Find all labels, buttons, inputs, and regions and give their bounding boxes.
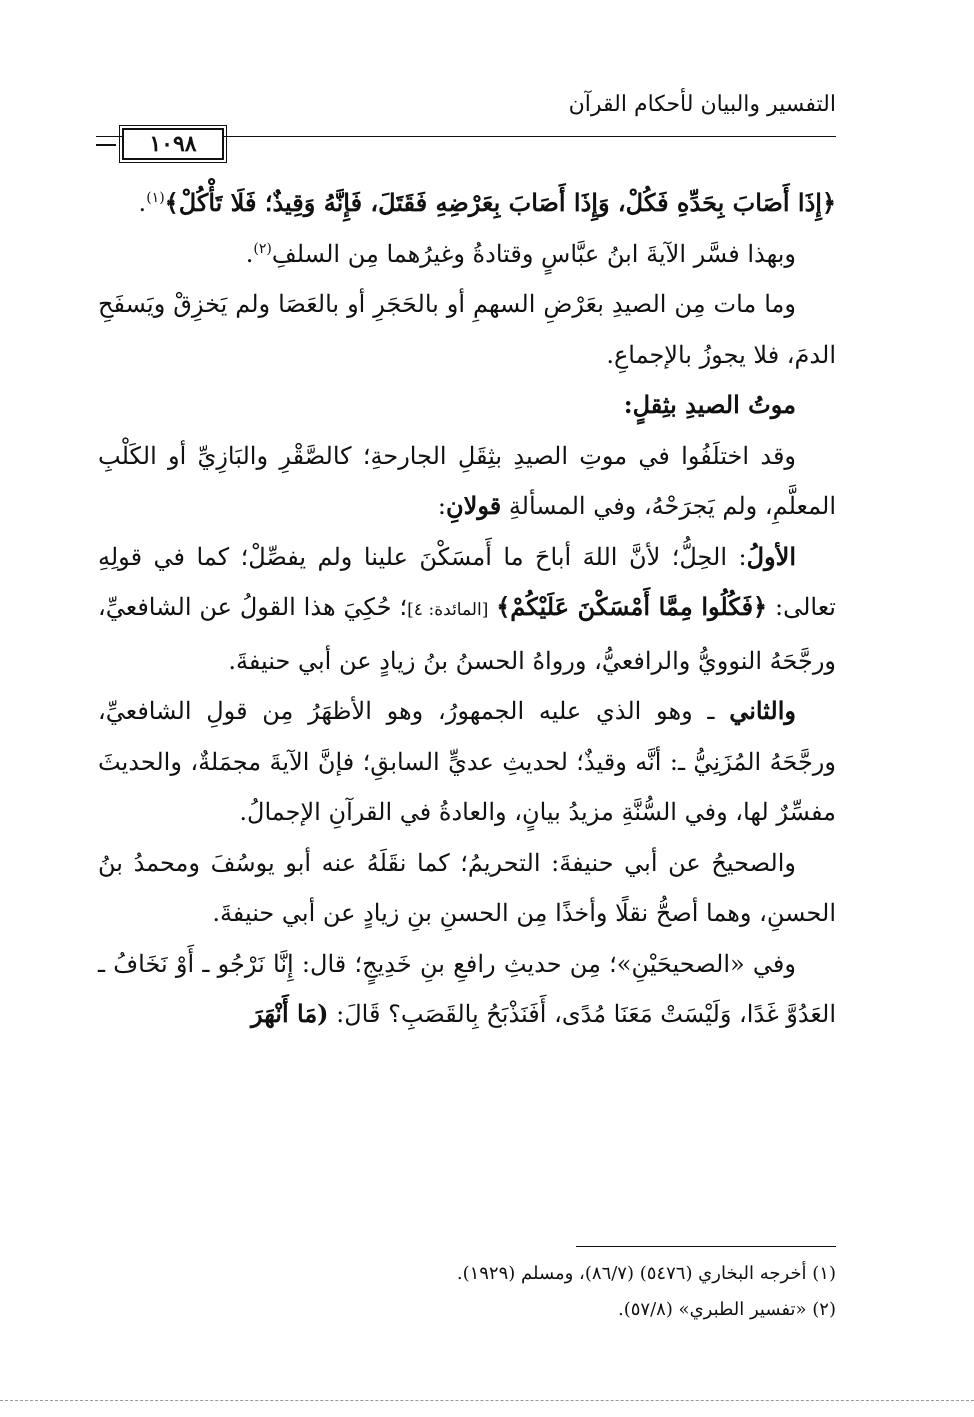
page-number: ١٠٩٨ bbox=[122, 128, 224, 160]
quran-citation: [المائدة: ٤] bbox=[407, 600, 489, 620]
paragraph-4-bold: قولانِ bbox=[446, 491, 502, 520]
paragraph-8-text: وفي «الصحيحَيْنِ»؛ مِن حديثِ رافعِ بنِ خَدِيجٍ؛ قال: إِنَّا نَرْجُو ـ أَوْ نَخَافُ ـ العَدُوَّ غَدًا، وَلَيْسَتْ مَعَنَا مُدًى، أَفَنَذْبَحُ بِالقَصَبِ؟ قَالَ: bbox=[98, 949, 836, 1028]
footnote-2: (٢) «تفسير الطبري» (٥٧/٨). bbox=[617, 1299, 836, 1320]
footnote-ref-1: (١) bbox=[146, 190, 165, 206]
footnote-1: (١) أخرجه البخاري (٥٤٧٦) (٨٦/٧)، ومسلم (١٩٢٩). bbox=[456, 1263, 836, 1284]
hadith-quote-2: (مَا أَنْهَرَ bbox=[251, 999, 329, 1028]
opinion-second-label: والثاني bbox=[729, 696, 796, 725]
paragraph-2-text: وبهذا فسَّر الآيةَ ابنُ عبَّاسٍ وقتادةُ وغيرُهما مِن السلفِ bbox=[271, 239, 796, 268]
paragraph-2: وبهذا فسَّر الآيةَ ابنُ عبَّاسٍ وقتادةُ وغيرُهما مِن السلفِ$^{(٢)}$. bbox=[245, 239, 796, 268]
paragraph-1: ﴿إِذَا أَصَابَ بِحَدِّهِ فَكُلْ، وَإِذَا أَصَابَ بِعَرْضِهِ فَقَتَلَ، فَإِنَّهُ وَقِيذٌ؛ فَلَا تَأْكُلْ﴾$^{(١)}$. bbox=[138, 188, 836, 217]
main-text bbox=[98, 178, 836, 1040]
paragraph-3: وما مات مِن الصيدِ بعَرْضِ السهمِ أو بالحَجَرِ أو بالعَصَا ولم يَخزِقْ ويَسفَحِ الدمَ، فلا يجوزُ بالإجماعِ. bbox=[98, 290, 836, 369]
hadith-quote: ﴿إِذَا أَصَابَ بِحَدِّهِ فَكُلْ، وَإِذَا أَصَابَ بِعَرْضِهِ فَقَتَلَ، فَإِنَّهُ وَقِيذٌ؛ فَلَا تَأْكُلْ﴾ bbox=[164, 188, 836, 217]
footnote-separator bbox=[576, 1246, 836, 1247]
paragraph-5 bbox=[98, 532, 836, 687]
footnote-ref-2: (٢) bbox=[253, 240, 272, 257]
paragraph-4-text: وقد اختلَفُوا في موتِ الصيدِ بثِقَلِ الجارحةِ؛ كالصَّقْرِ والبَازِيِّ أو الكَلْبِ المعلَّمِ، ولم يَجرَحْهُ، وفي المسألةِ bbox=[98, 441, 836, 520]
quran-quote: ﴿فَكُلُوا مِمَّا أَمْسَكْنَ عَلَيْكُمْ﴾ bbox=[496, 592, 768, 621]
opinion-first-label: الأولُ bbox=[746, 541, 796, 571]
book-title: التفسير والبيان لأحكام القرآن bbox=[568, 92, 836, 117]
paragraph-4-end: : bbox=[437, 492, 446, 520]
running-header bbox=[96, 92, 836, 162]
paragraph-6 bbox=[98, 686, 836, 838]
footnotes bbox=[136, 1256, 836, 1328]
page-edge-rule bbox=[0, 1400, 974, 1401]
paragraph-8 bbox=[98, 939, 836, 1040]
paragraph-5-text-b: ؛ حُكِيَ هذا القولُ عن الشافعيِّ، ورجَّحَهُ النوويُّ والرافعيُّ، ورواهُ الحسنُ بنُ زيادٍ عن أبي حنيفةَ. bbox=[98, 593, 836, 675]
paragraph-4 bbox=[98, 431, 836, 532]
paragraph-5-text: : الحِلُّ؛ لأنَّ اللهَ أباحَ ما أَمسَكْنَ علينا ولم يفصِّلْ؛ كما في قولِهِ تعالى: bbox=[98, 542, 836, 621]
paragraph-6-text: ـ وهو الذي عليه الجمهورُ، وهو الأظهَرُ مِن قولِ الشافعيِّ، ورجَّحَهُ المُزَنِيُّ ـ: أنَّه وقيذٌ؛ لحديثِ عديٍّ السابقِ؛ فإنَّ الآيةَ مجمَلةٌ، والحديثَ مفسِّرٌ لها، وفي السُّنَّةِ مزيدُ بيانٍ، والعادةُ في القرآنِ الإجمالُ. bbox=[98, 697, 836, 826]
section-heading: موتُ الصيدِ بثِقلٍ: bbox=[623, 390, 796, 419]
paragraph-7: والصحيحُ عن أبي حنيفةَ: التحريمُ؛ كما نقَلَهُ عنه أبو يوسُفَ ومحمدُ بنُ الحسنِ، وهما أصحُّ نقلًا وأخذًا مِن الحسنِ بنِ زيادٍ عن أبي حنيفةَ. bbox=[98, 848, 836, 927]
header-dash bbox=[96, 144, 116, 146]
